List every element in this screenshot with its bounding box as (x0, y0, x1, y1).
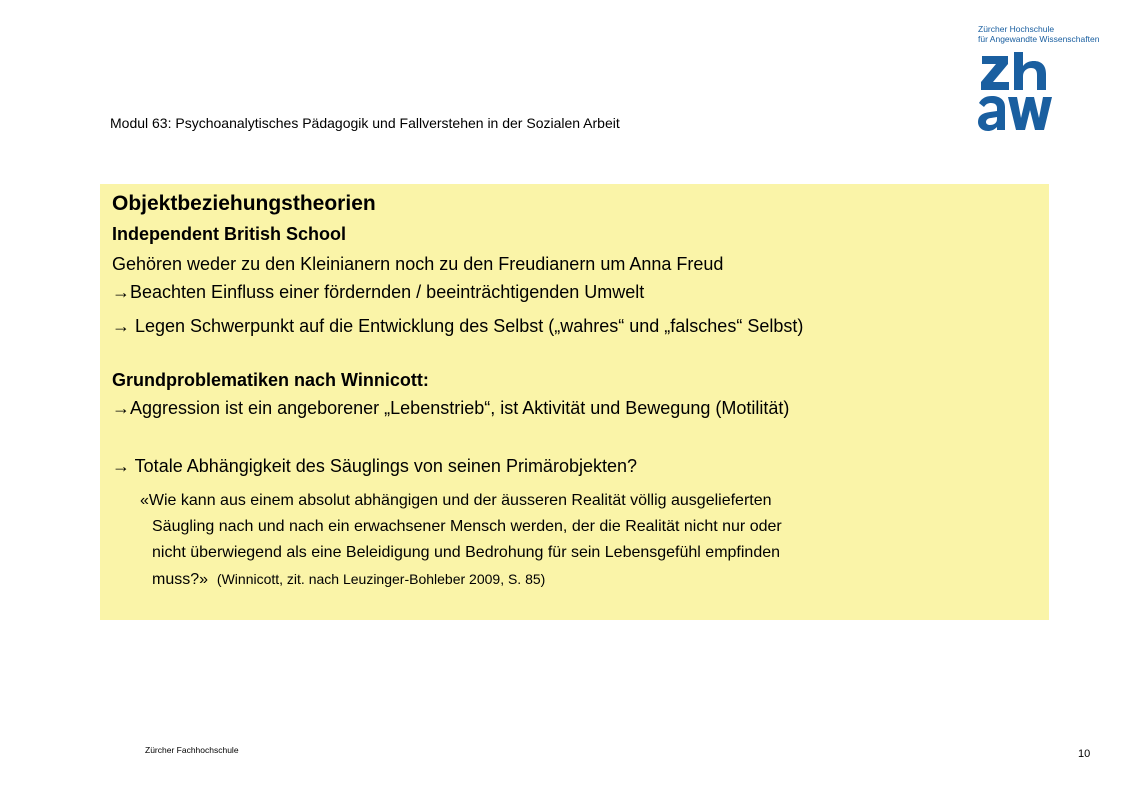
quote-line-4 (140, 566, 1020, 593)
text-line-3 (112, 316, 803, 337)
quote-line-1: «Wie kann aus einem absolut abhängigen und der äusseren Realität völlig ausgelieferten (140, 492, 772, 509)
arrow-icon: → (112, 282, 130, 302)
quote-end: muss?» (152, 571, 209, 588)
page-number: 10 (1078, 748, 1091, 760)
text-line-5 (112, 456, 637, 477)
quote-line-2: Säugling nach und nach ein erwachsener Mensch werden, der die Realität nicht nur oder (152, 518, 782, 535)
logo-line-1: Zürcher Hochschule (978, 24, 1055, 34)
text-line-1: Gehören weder zu den Kleinianern noch zu den Freudianern um Anna Freud (112, 254, 724, 274)
subtitle: Independent British School (112, 224, 347, 244)
arrow-icon: → (112, 316, 130, 336)
slide-title: Objektbeziehungstheorien (112, 192, 376, 215)
winnicott-quote (140, 488, 1020, 593)
slide-header: Modul 63: Psychoanalytisches Pädagogik und Fallverstehen in der Sozialen Arbeit (110, 115, 620, 131)
text-line-5-label: Totale Abhängigkeit des Säuglings von seinen Primärobjekten? (130, 456, 638, 476)
zhaw-mark-icon (978, 52, 1058, 132)
text-line-4 (112, 398, 789, 419)
footer-institution: Zürcher Fachhochschule (145, 745, 239, 755)
arrow-icon: → (112, 456, 130, 476)
logo-line-2: für Angewandte Wissenschaften (978, 34, 1100, 44)
text-line-2 (112, 282, 644, 303)
arrow-icon: → (112, 398, 130, 418)
citation: (Winnicott, zit. nach Leuzinger-Bohleber 2009, S. 85) (216, 571, 546, 587)
text-line-4-label: Aggression ist ein angeborener „Lebenstrieb“, ist Aktivität und Bewegung (Motilität) (130, 398, 790, 418)
quote-line-3: nicht überwiegend als eine Beleidigung und Bedrohung für sein Lebensgefühl empfinden (152, 544, 781, 561)
zhaw-logo (978, 24, 1098, 144)
text-line-2-label: Beachten Einfluss einer fördernden / beeinträchtigenden Umwelt (130, 282, 645, 302)
heading-winnicott: Grundproblematiken nach Winnicott: (112, 370, 429, 390)
content-box (100, 184, 1049, 620)
text-line-3-label: Legen Schwerpunkt auf die Entwicklung des Selbst („wahres“ und „falsches“ Selbst) (130, 316, 804, 336)
